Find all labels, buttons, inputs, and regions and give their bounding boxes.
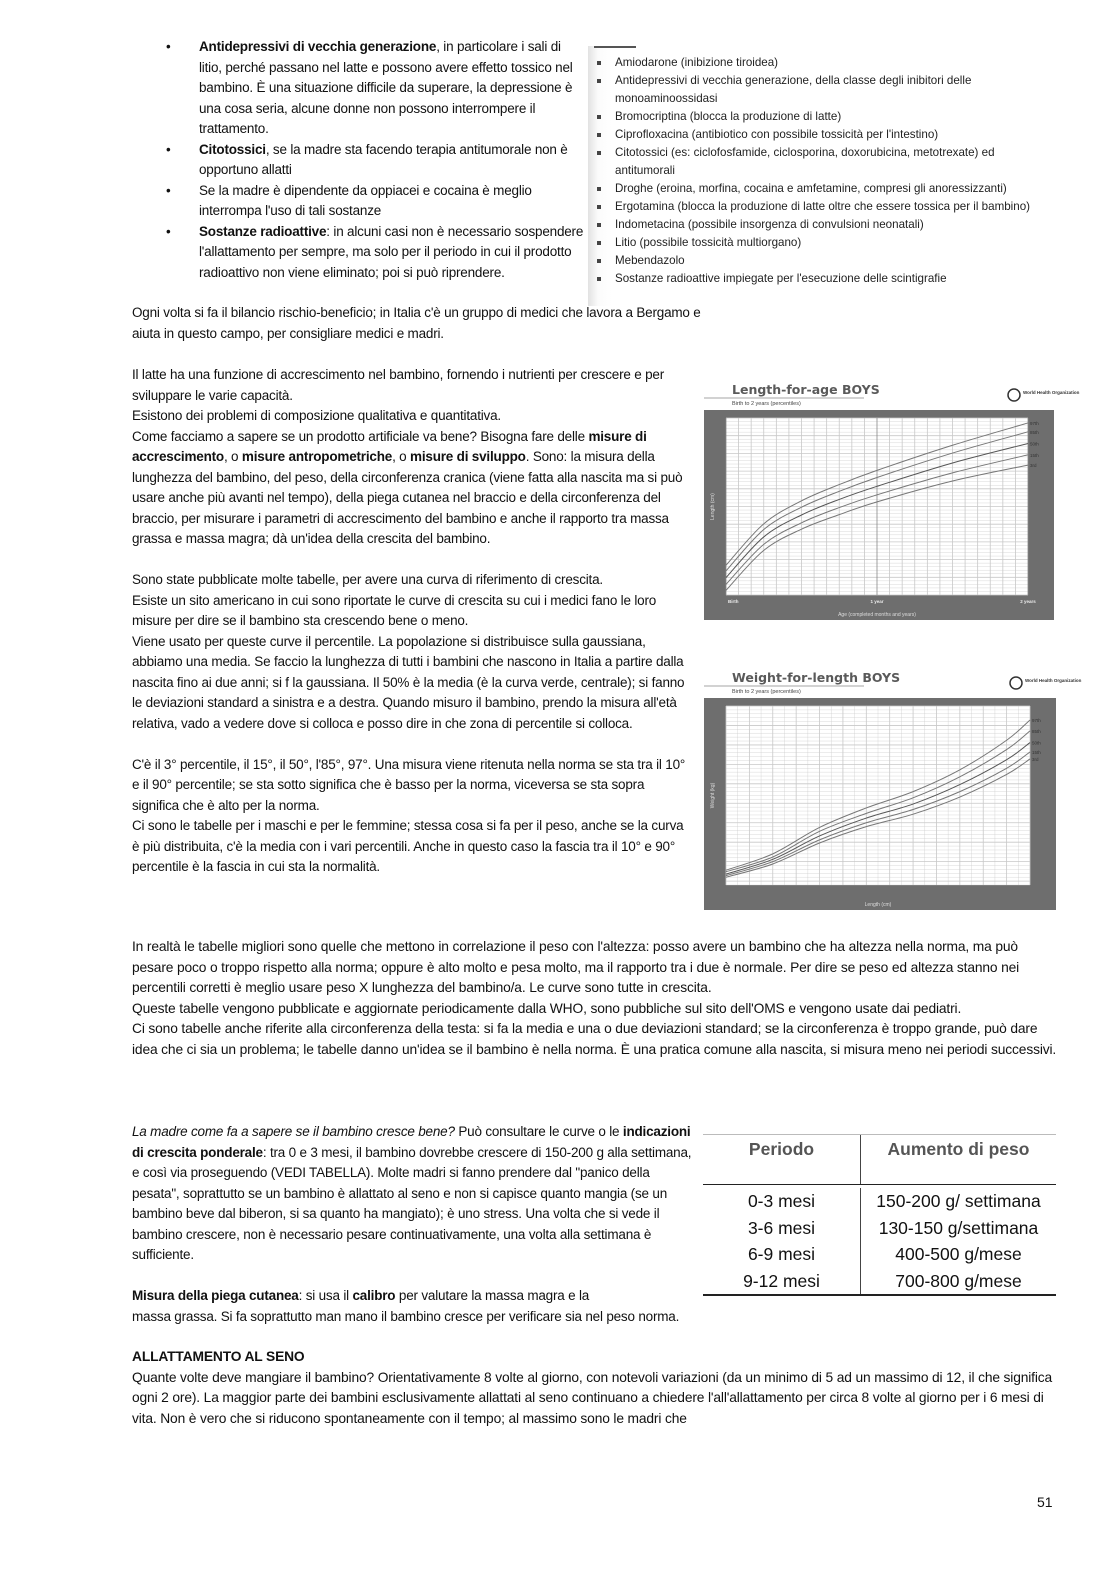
- bullet-icon: •: [166, 141, 171, 157]
- x-tick-label: 2 years: [1020, 599, 1036, 604]
- bullet-list: [166, 37, 586, 283]
- table-row: [703, 1241, 1056, 1268]
- bold-term: misure di sviluppo: [410, 449, 526, 464]
- list-item: [588, 198, 1056, 216]
- table-row: [703, 1188, 1056, 1215]
- table-row: [703, 1215, 1056, 1242]
- bold-term: misure di accrescimento: [132, 428, 647, 464]
- divider: [594, 46, 636, 48]
- square-bullet-icon: [597, 115, 601, 119]
- list-item: [588, 216, 1056, 234]
- bold-term: calibro: [352, 1288, 396, 1303]
- item-text: Sostanze radioattive impiegate per l'esecuzione delle scintigrafie: [615, 272, 947, 285]
- item-text: Citotossici (es: ciclofosfamide, ciclosporina, doxorubicina, metotrexate) ed antitumorali: [615, 146, 995, 177]
- cell: 700-800 g/mese: [895, 1270, 1022, 1291]
- cell: 130-150 g/settimana: [878, 1217, 1039, 1238]
- column-header: Periodo: [703, 1135, 861, 1184]
- x-tick-label: 1 year: [870, 599, 884, 604]
- who-org-name: World Health Organization: [1023, 390, 1080, 395]
- list-item: [588, 144, 1056, 180]
- list-item: [588, 126, 1056, 144]
- y-axis-label: Weight (kg): [710, 782, 716, 809]
- list-item: [588, 54, 1056, 72]
- chart-title: Weight-for-length BOYS: [732, 670, 901, 685]
- drug-list-image: [588, 46, 1056, 306]
- paragraph-text: Viene usato per queste curve il percentile. La popolazione si distribuisce sulla gaussiana, abbiamo una media. Se faccio la lunghezza di tutti i bambini che nascono in Italia a partire dalla nascita fino ai due anni; si f la gaussiana. Il 50% è la media (è la curva verde, centrale); si fanno le deviazioni standard a sinistra e a destra. Quando misuro il bambino, prendo la misura all'età relativa, vado a vedere dove si colloca e posso dire in che zona di percentile si colloca.: [132, 633, 685, 731]
- item-text: Se la madre è dipendente da oppiacei e cocaina è meglio interrompa l'uso di tali sostanze: [199, 182, 532, 218]
- list-item: [166, 140, 586, 181]
- list-item: [588, 234, 1056, 252]
- percentile-label: 15th: [1030, 452, 1039, 458]
- drug-list: [588, 46, 1056, 288]
- square-bullet-icon: [597, 61, 601, 65]
- percentile-label: 50th: [1032, 740, 1041, 746]
- page-number: 51: [1037, 1494, 1053, 1510]
- cell: 150-200 g/ settimana: [876, 1191, 1041, 1211]
- item-text: Mebendazolo: [615, 254, 685, 267]
- text: Può consultare le curve o le: [454, 1124, 623, 1139]
- bold-term: Misura della piega cutanea: [132, 1288, 299, 1303]
- paragraph-text: Esistono dei problemi di composizione qualitativa e quantitativa.: [132, 408, 501, 423]
- length-for-age-chart: [704, 378, 1080, 620]
- text: . Sono: la misura della lunghezza del bambino, del peso, della circonferenza cranica (viene fatta alla nascita ma si può usare anche più avanti nel tempo), della piega cutanea nel braccio e della circonferenza del braccio, per misurare i parametri di accrescimento del bambino e anche il rapporto tra massa grassa e massa magra; dà un'idea della crescita del bambino.: [132, 449, 683, 546]
- weight-gain-table: [703, 1134, 1056, 1296]
- item-text: Litio (possibile tossicità multiorgano): [615, 236, 802, 249]
- paragraph-text: C'è il 3° percentile, il 15°, il 50°, l'85°, 97°. Una misura viene ritenuta nella norma se sta tra il 10° e il 90° percentile; se sta sotto significa che è basso per la norma, viceversa se sta sopra significa che è alto per la norma.: [132, 756, 686, 813]
- text: : si usa il: [298, 1288, 353, 1303]
- square-bullet-icon: [597, 79, 601, 83]
- column-header: Aumento di peso: [887, 1139, 1030, 1159]
- percentile-label: 85th: [1032, 728, 1041, 734]
- section-tabelle-who: [132, 937, 1062, 1060]
- percentile-label: 97th: [1030, 420, 1039, 426]
- chart-title: Length-for-age BOYS: [732, 382, 880, 397]
- y-axis-label: Length (cm): [710, 493, 716, 520]
- item-text: Antidepressivi di vecchia generazione, della classe degli inibitori delle monoaminoossidasi: [615, 74, 972, 105]
- cell: 3-6 mesi: [703, 1215, 861, 1242]
- square-bullet-icon: [597, 205, 601, 209]
- text: Come facciamo a sapere se un prodotto artificiale va bene? Bisogna fare delle: [132, 428, 589, 444]
- weight-for-length-chart: [704, 666, 1082, 910]
- paragraph-bilancio: [132, 303, 732, 344]
- italic-question: La madre come fa a sapere se il bambino cresce bene?: [132, 1124, 455, 1139]
- item-text: Droghe (eroina, morfina, cocaina e amfetamine, compresi gli anoressizzanti): [615, 182, 1007, 195]
- bullet-icon: •: [166, 39, 171, 54]
- paragraph-misure: [132, 427, 694, 550]
- section-heading: ALLATTAMENTO AL SENO: [132, 1349, 305, 1364]
- percentile-label: 15th: [1032, 749, 1041, 755]
- percentile-label: 50th: [1030, 441, 1039, 447]
- item-text: : in alcuni casi non è necessario sospendere l'allattamento per sempre, ma solo per il periodo in cui il prodotto radioattivo non viene eliminato; poi si può riprendere.: [199, 223, 584, 280]
- percentile-label: 85th: [1030, 429, 1039, 435]
- cell: 9-12 mesi: [703, 1268, 861, 1295]
- paragraph-text: Ci sono le tabelle per i maschi e per le femmine; stessa cosa si fa per il peso, anche se la curva è più distribuita, c'è la media con i vari percentili. Anche in questo caso la fascia tra il 10° e 90° percentile è la fascia in cui sta la normalità.: [132, 818, 684, 874]
- bold-term: misure antropometriche: [241, 449, 393, 464]
- chart-subtitle: Birth to 2 years (percentiles): [732, 401, 801, 407]
- x-axis-label: Age (completed months and years): [838, 612, 916, 618]
- paragraph-text: Ci sono tabelle anche riferite alla circonferenza della testa: si fa la media e una o due deviazioni standard; se la circonferenza è troppo grande, può dare idea che ci sia un problema; le tabelle danno un'idea se il bambino è nella norma. È una pratica comune alla nascita, si misura meno nei periodi successivi.: [132, 1021, 1057, 1057]
- percentile-label: 97th: [1032, 718, 1041, 724]
- item-text: , se la madre sta facendo terapia antitumorale non è opportuno allatti: [199, 141, 568, 177]
- item-text: Amiodarone (inibizione tiroidea): [615, 56, 779, 69]
- text: , o: [223, 449, 242, 464]
- section-crescita-ponderale: [132, 1122, 694, 1266]
- list-item: [588, 108, 1056, 126]
- chart-subtitle: Birth to 2 years (percentiles): [732, 689, 801, 695]
- paragraph-text: Queste tabelle vengono pubblicate e aggiornate periodicamente dalla WHO, sono pubbliche sul sito dell'OMS e vengono usate dai pediatri.: [132, 1000, 962, 1016]
- square-bullet-icon: [597, 223, 601, 227]
- paragraph-text: Quante volte deve mangiare il bambino? Orientativamente 8 volte al giorno, con notevoli variazioni (da un minimo di 5 ad un massimo di 12, il che significa ogni 2 ore). La maggior parte dei bambini esclusivamente allattati al seno continuano a chiedere l'all'allattamento per circa 8 volte al giorno per i 6 mesi di vita. Non è vero che si riducono spontaneamente con il tempo; al massimo sono le madri che: [132, 1369, 1053, 1426]
- square-bullet-icon: [597, 187, 601, 191]
- cell: 400-500 g/mese: [895, 1244, 1022, 1264]
- list-item: [166, 222, 586, 284]
- paragraph-text: Ogni volta si fa il bilancio rischio-beneficio; in Italia c'è un gruppo di medici che lavora a Bergamo e aiuta in questo campo, per consigliare medici e madri.: [132, 305, 701, 341]
- bold-term: Sostanze radioattive: [199, 223, 327, 239]
- percentile-label: 3rd: [1030, 463, 1037, 469]
- list-item: [166, 37, 586, 140]
- square-bullet-icon: [597, 277, 601, 281]
- item-text: , in particolare i sali di litio, perché passano nel latte e possono avere effetto tossico nel bambino. È una situazione difficile da superare, la depressione è una cosa seria, alcune donne non possono interrompere il trattamento.: [199, 39, 573, 136]
- item-text: Bromocriptina (blocca la produzione di latte): [615, 110, 842, 123]
- item-text: Indometacina (possibile insorgenza di convulsioni neonatali): [615, 218, 924, 231]
- section-accrescimento: [132, 365, 694, 878]
- list-item: [588, 72, 1056, 108]
- paragraph-text: Sono state pubblicate molte tabelle, per avere una curva di riferimento di crescita.: [132, 572, 603, 587]
- who-org-name: World Health Organization: [1025, 678, 1082, 683]
- text: massa grassa. Si fa soprattutto man mano il bambino cresce per verificare sia nel peso norma.: [132, 1308, 680, 1324]
- text: per valutare la massa magra e la: [395, 1288, 590, 1303]
- table-row: [703, 1268, 1056, 1295]
- text: : tra 0 e 3 mesi, il bambino dovrebbe crescere di 150-200 g alla settimana, e così via proseguendo (VEDI TABELLA). Molte madri si fanno prendere dal "panico della pesata", soprattutto se un bambino è allattato al seno e non si capisce quanto mangia (se un bambino beve dal biberon, si sa quanto ha mangiato); è uno stress. Una volta che si vede il bambino crescere, non è necessario pesare continuativamente, una volta alla settimana è sufficiente.: [132, 1144, 692, 1262]
- cell: 0-3 mesi: [703, 1188, 861, 1215]
- bold-term: Citotossici: [199, 141, 266, 157]
- paragraph-text: In realtà le tabelle migliori sono quelle che mettono in correlazione il peso con l'altezza: posso avere un bambino che ha altezza nella norma, ma può pesare poco o troppo rispetto alla norma; oppure è alto molto e pesa molto, ma il rapporto tra i due è normale. Per dire se peso ed altezza stanno nei percentili corretti è meglio usare peso X lunghezza del bambino/a. Le curve sono tutte in crescita.: [132, 939, 1020, 995]
- bullet-icon: •: [166, 223, 171, 239]
- item-text: Ciprofloxacina (antibiotico con possibile tossicità per l'intestino): [615, 128, 939, 141]
- section-allattamento: [132, 1347, 1062, 1429]
- list-item: [588, 180, 1056, 198]
- percentile-label: 3rd: [1032, 756, 1039, 762]
- x-tick-label: Birth: [728, 599, 739, 604]
- bold-term: indicazioni di crescita ponderale: [132, 1124, 691, 1160]
- table-header: [703, 1135, 1056, 1185]
- bold-term: Antidepressivi di vecchia generazione: [199, 39, 437, 54]
- cell: 6-9 mesi: [703, 1241, 861, 1268]
- square-bullet-icon: [597, 241, 601, 245]
- bullet-icon: •: [166, 182, 171, 198]
- paragraph-text: Il latte ha una funzione di accrescimento nel bambino, fornendo i nutrienti per crescere e per sviluppare le varie capacità.: [132, 367, 665, 403]
- list-item: [588, 252, 1056, 270]
- who-logo-icon: [1010, 677, 1022, 689]
- list-item: [166, 181, 586, 222]
- item-text: Ergotamina (blocca la produzione di latte oltre che essere tossica per il bambino): [615, 200, 1031, 213]
- paragraph-text: Esiste un sito americano in cui sono riportate le curve di crescita su cui i medici fano le loro misure per dire se il bambino sta crescendo bene o meno.: [132, 592, 657, 628]
- x-axis-label: Length (cm): [864, 902, 892, 908]
- square-bullet-icon: [597, 151, 601, 155]
- text: , o: [392, 449, 411, 464]
- square-bullet-icon: [597, 259, 601, 263]
- square-bullet-icon: [597, 133, 601, 137]
- who-logo-icon: [1008, 389, 1020, 401]
- list-item: [588, 270, 1056, 288]
